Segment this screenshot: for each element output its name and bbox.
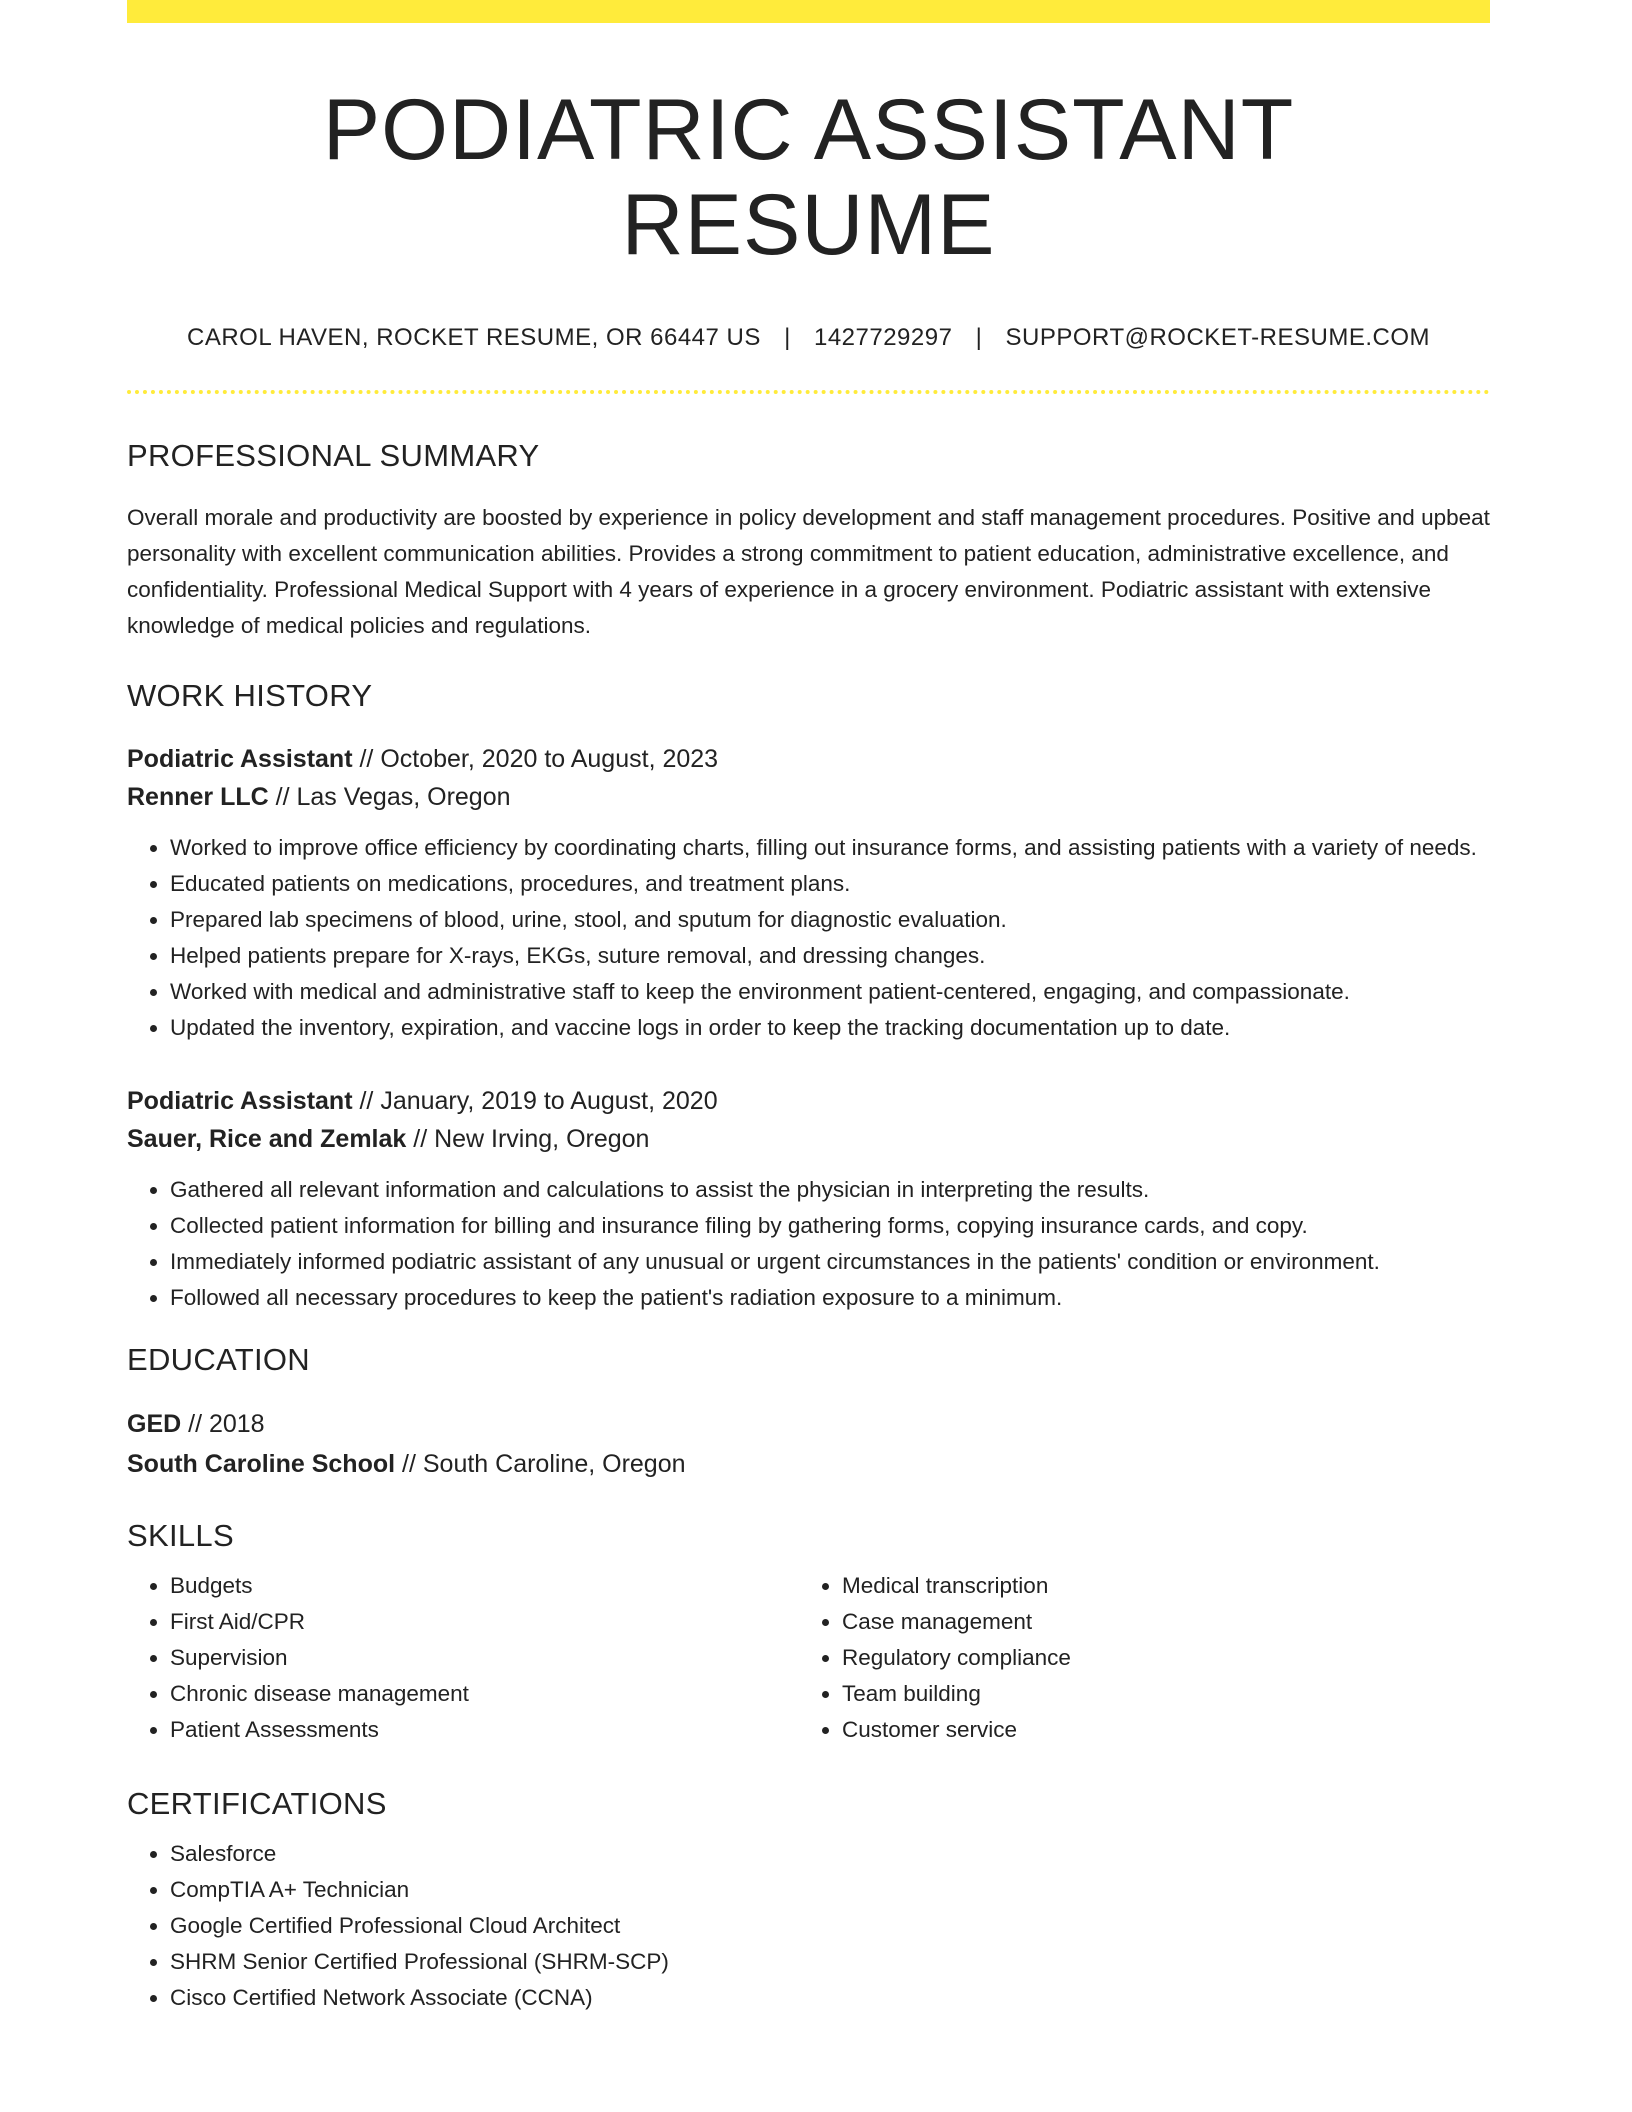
list-item: • Salesforce [170, 1836, 1490, 1872]
list-item: • Budgets [170, 1568, 799, 1604]
job-company: Renner LLC [127, 783, 269, 812]
job-title-line [127, 1082, 1490, 1120]
skills-heading: SKILLS [127, 1518, 234, 1554]
job-title-line [127, 740, 1490, 778]
job-company: Sauer, Rice and Zemlak [127, 1125, 407, 1154]
list-item: • Chronic disease management [170, 1676, 799, 1712]
contact-email: SUPPORT@ROCKET-RESUME.COM [1005, 324, 1430, 352]
skills-column-right [799, 1568, 1471, 1748]
list-item: • Followed all necessary procedures to keep the patient's radiation exposure to a minimum. [170, 1280, 1490, 1316]
job-bullets [127, 1172, 1490, 1316]
job-location: // Las Vegas, Oregon [268, 783, 511, 812]
list-item: • Medical transcription [842, 1568, 1471, 1604]
education-school: South Caroline School [127, 1450, 396, 1479]
list-item: • Gathered all relevant information and calculations to assist the physician in interpreting the results. [170, 1172, 1490, 1208]
contact-phone: 1427729297 [813, 324, 953, 352]
list-item: • Immediately informed podiatric assistant of any unusual or urgent circumstances in the patients' condition or environment. [170, 1244, 1490, 1280]
work-history-heading: WORK HISTORY [127, 678, 373, 714]
certifications-list [127, 1836, 1490, 2016]
job-location: // New Irving, Oregon [406, 1125, 650, 1154]
skills-column-left [127, 1568, 799, 1748]
list-item: • Supervision [170, 1640, 799, 1676]
list-item: • Regulatory compliance [842, 1640, 1471, 1676]
list-item: • Helped patients prepare for X-rays, EKGs, suture removal, and dressing changes. [170, 938, 1490, 974]
job-bullets [127, 830, 1490, 1046]
skills-list [127, 1568, 799, 1748]
list-item: • Educated patients on medications, procedures, and treatment plans. [170, 866, 1490, 902]
list-item: • First Aid/CPR [170, 1604, 799, 1640]
job-title: Podiatric Assistant [127, 745, 353, 774]
list-item: • SHRM Senior Certified Professional (SHRM-SCP) [170, 1944, 1490, 1980]
list-item: • Collected patient information for billing and insurance filing by gathering forms, copying insurance cards, and copy. [170, 1208, 1490, 1244]
skills-grid [127, 1568, 1490, 1748]
education-location: // South Caroline, Oregon [395, 1450, 686, 1479]
job-title: Podiatric Assistant [127, 1087, 353, 1116]
job-dates: // January, 2019 to August, 2020 [352, 1087, 718, 1116]
list-item: • Patient Assessments [170, 1712, 799, 1748]
education-heading: EDUCATION [127, 1342, 310, 1378]
summary-heading: PROFESSIONAL SUMMARY [127, 438, 540, 474]
list-item: • Customer service [842, 1712, 1471, 1748]
list-item: • Team building [842, 1676, 1471, 1712]
resume-title: PODIATRIC ASSISTANT RESUME [322, 82, 1295, 273]
list-item: • Worked with medical and administrative staff to keep the environment patient-centered, engaging, and compassionate. [170, 974, 1490, 1010]
contact-line [127, 324, 1490, 352]
education-school-line [127, 1444, 1490, 1484]
list-item: • Worked to improve office efficiency by coordinating charts, filling out insurance forms, and assisting patients with a variety of needs. [170, 830, 1490, 866]
resume-page [127, 0, 1490, 2016]
job-entry [127, 740, 1490, 1046]
accent-top-bar [127, 0, 1490, 23]
education-year: // 2018 [181, 1410, 265, 1439]
job-company-line [127, 1120, 1490, 1158]
skills-list [799, 1568, 1471, 1748]
education-degree-line [127, 1404, 1490, 1444]
certifications-heading: CERTIFICATIONS [127, 1786, 387, 1822]
list-item: • Updated the inventory, expiration, and vaccine logs in order to keep the tracking documentation up to date. [170, 1010, 1490, 1046]
contact-address: CAROL HAVEN, ROCKET RESUME, OR 66447 US [187, 324, 761, 352]
education-degree: GED [127, 1410, 182, 1439]
education-entry [127, 1404, 1490, 1484]
list-item: • Cisco Certified Network Associate (CCNA) [170, 1980, 1490, 2016]
job-company-line [127, 778, 1490, 816]
list-item: • Case management [842, 1604, 1471, 1640]
contact-separator: | [975, 324, 983, 352]
contact-separator: | [784, 324, 791, 352]
list-item: • Prepared lab specimens of blood, urine, stool, and sputum for diagnostic evaluation. [170, 902, 1490, 938]
dotted-divider [127, 390, 1490, 394]
job-entry [127, 1082, 1490, 1316]
list-item: • Google Certified Professional Cloud Architect [170, 1908, 1490, 1944]
summary-text: Overall morale and productivity are boosted by experience in policy development and staff management procedures. Positive and upbeat personality with excellent communication abilities. Provides a strong commitment to patient education, administrative excellence, and confidentiality. Professional Medical Support with 4 years of experience in a grocery environment. Podiatric assistant with extensive knowledge of medical policies and regulations. [127, 505, 1490, 639]
job-dates: // October, 2020 to August, 2023 [352, 745, 719, 774]
list-item: • CompTIA A+ Technician [170, 1872, 1490, 1908]
